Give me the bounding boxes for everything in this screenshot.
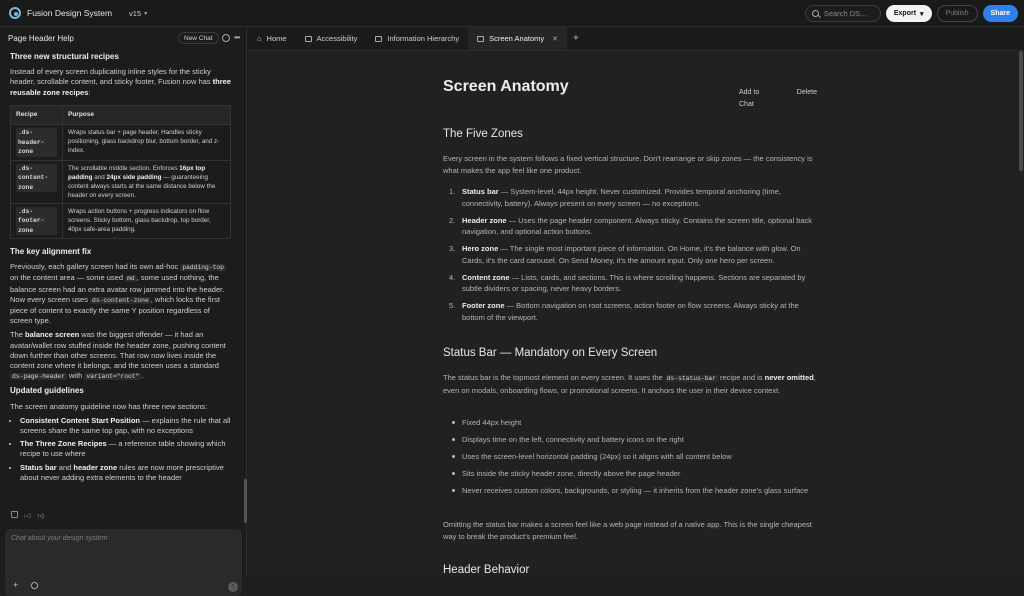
recipe-cell xyxy=(11,203,63,239)
list-number: 5. xyxy=(449,301,456,311)
purpose-cell xyxy=(63,160,231,203)
bold-text: The Three Zone Recipes xyxy=(20,439,107,449)
composer-placeholder: Chat about your design system xyxy=(11,535,108,542)
chat-composer[interactable] xyxy=(5,529,242,596)
text: and xyxy=(56,462,74,472)
inline-code: padding-top xyxy=(182,264,224,272)
tab-label: Screen Anatomy xyxy=(489,34,545,43)
bold-text: Footer zone xyxy=(462,301,505,311)
table-row xyxy=(11,125,231,161)
list-number: 1. xyxy=(449,187,456,196)
bold-text: Hero zone xyxy=(462,244,499,254)
plus-icon[interactable]: + xyxy=(13,580,19,590)
text: — System-level, 44px height. Never customized. Provides temporal anchoring (time, connectivity, battery). Always present on every screen — no exceptions. xyxy=(462,187,781,208)
text: — a reference table showing which recipe to use where xyxy=(20,439,226,459)
recipe-code: .ds-content-zone xyxy=(16,164,57,193)
text: — Lists, cards, and sections. This is where scrolling happens. Sections are separated by subtle dividers or spacing, never heavy borders. xyxy=(462,272,806,294)
export-label: Export xyxy=(893,10,917,17)
share-button[interactable] xyxy=(983,5,1018,22)
list-item xyxy=(443,272,823,295)
bold-text: Status bar xyxy=(462,187,499,196)
table-header-row xyxy=(11,105,231,124)
list-item xyxy=(20,439,233,459)
text: The status bar is the topmost element on every screen. It uses the xyxy=(443,373,665,382)
inline-code: ds-page-header xyxy=(12,373,65,381)
text: , which locks the first piece of content to exactly the same Y position regardless of screen type. xyxy=(10,294,220,326)
section-heading: The Five Zones xyxy=(443,128,523,140)
list-number: 2. xyxy=(449,215,456,225)
text: and xyxy=(92,173,107,181)
plus-icon: + xyxy=(573,33,579,44)
list-item xyxy=(443,215,823,238)
fix-heading: The key alignment fix xyxy=(10,247,92,257)
recipe-cell xyxy=(11,125,63,161)
chat-messages[interactable] xyxy=(10,50,233,502)
text: : xyxy=(88,87,91,97)
more-options-icon[interactable]: ••• xyxy=(234,33,240,42)
new-chat-button[interactable] xyxy=(178,32,219,44)
delete-button[interactable]: Delete xyxy=(796,89,817,96)
paragraph: Every screen in the system follows a fixed vertical structure. Don't rearrange or skip zones — the consistency is what makes the app feel like one product. xyxy=(443,154,813,175)
bold-text: Consistent Content Start Position xyxy=(20,415,140,425)
text: The scrollable middle section. Enforces xyxy=(68,164,180,172)
chevron-down-icon: ▾ xyxy=(920,10,924,18)
text: rules are now more prescriptive about never adding extra elements to the header xyxy=(20,462,224,482)
text: The xyxy=(10,330,26,340)
text: — guaranteeing content always starts at the same distance below the header on every screen. xyxy=(68,173,216,199)
send-icon[interactable]: ↑ xyxy=(228,582,238,592)
fix-paragraph xyxy=(10,262,233,326)
version-label: v15 xyxy=(129,8,142,18)
paragraph xyxy=(443,372,823,396)
balance-paragraph xyxy=(10,330,233,382)
thumbs-down-icon[interactable]: 👎︎ xyxy=(37,513,45,520)
home-icon: ⌂ xyxy=(257,34,262,43)
search-placeholder: Search DS... xyxy=(823,9,867,18)
publish-label: Publish xyxy=(945,10,969,17)
thumbs-up-icon[interactable]: 👍︎ xyxy=(24,513,32,520)
export-button[interactable] xyxy=(886,5,932,22)
list-item: Sits inside the sticky header zone, directly above the page header xyxy=(443,468,823,480)
column-header: Recipe xyxy=(11,105,63,124)
table-row xyxy=(11,203,231,239)
list-item: Never receives custom colors, backgrounds, or styling — it inherits from the header zone's glass surface xyxy=(443,485,823,497)
page-title: Screen Anatomy xyxy=(443,78,569,95)
text: recipe and is xyxy=(717,373,765,382)
tab-bar xyxy=(248,27,1024,51)
text: — The single most important piece of information. On Home, it's the balance with glow. On Cards, it's the card carousel. On Send Money, it's the amount input. Only one hero per screen. xyxy=(462,244,801,265)
version-selector[interactable] xyxy=(124,7,152,20)
document-scrollbar[interactable] xyxy=(1019,51,1023,171)
text: — Uses the page header component. Always sticky. Contains the screen title, optional back navigation, and optional action buttons. xyxy=(462,215,813,237)
bold-text: never omitted xyxy=(764,373,814,382)
bold-text: three reusable zone recipes xyxy=(10,77,231,97)
guidelines-heading: Updated guidelines xyxy=(10,386,84,396)
list-item: Uses the screen-level horizontal padding (24px) so it aligns with all content below xyxy=(443,451,823,463)
inline-code: ds-status-bar xyxy=(666,375,716,382)
add-to-chat-button[interactable]: Add to Chat xyxy=(739,89,760,108)
table-row xyxy=(11,160,231,203)
recipe-cell xyxy=(11,160,63,203)
text: Instead of every screen duplicating inline styles for the sticky header, scrollable content, and sticky footer, Fusion now has xyxy=(10,67,213,87)
recipes-table xyxy=(10,105,231,239)
list-item: Fixed 44px height xyxy=(443,417,823,429)
tab-label: Information Hierarchy xyxy=(387,34,460,43)
doc-actions xyxy=(733,86,823,111)
inline-code: ds-content-zone xyxy=(92,296,149,304)
list-item xyxy=(20,416,233,436)
inline-code: variant="root" xyxy=(86,373,140,381)
recipe-code: .ds-header-zone xyxy=(16,128,57,157)
text: Previously, each gallery screen had its own ad-hoc xyxy=(10,262,181,272)
app-title: Fusion Design System xyxy=(27,8,113,18)
list-number: 3. xyxy=(449,244,456,254)
text: , even on modals, onboarding flows, or promotional screens. It anchors the user in their device context. xyxy=(443,373,816,395)
bold-text: Status bar xyxy=(20,462,57,472)
chevron-down-icon: ▾ xyxy=(144,10,148,17)
message-actions xyxy=(11,511,44,520)
list-number: 4. xyxy=(449,272,456,282)
text: — Bottom navigation on root screens, action footer on flow screens. Always sticky at the bottom of the viewport. xyxy=(462,301,799,322)
recipe-code: .ds-footer-zone xyxy=(16,207,57,236)
section-heading: Status Bar — Mandatory on Every Screen xyxy=(443,347,658,359)
copy-icon[interactable] xyxy=(11,511,18,518)
chat-panel xyxy=(0,27,247,590)
doc-icon xyxy=(477,36,484,42)
tab-label: Home xyxy=(266,34,287,43)
app-logo-icon xyxy=(9,7,21,19)
purpose-cell: Wraps action buttons + progress indicators on flow screens. Sticky bottom, glass backdrop, top border, 40px safe-area padding. xyxy=(63,203,231,239)
history-icon[interactable] xyxy=(222,34,230,42)
chat-title: Page Header Help xyxy=(8,34,74,43)
text: on the content area — some used xyxy=(10,273,126,283)
bold-text: 16px top padding xyxy=(68,164,206,181)
tab-accessibility[interactable] xyxy=(296,27,367,50)
doc-icon xyxy=(305,36,312,42)
search-icon xyxy=(812,10,819,17)
add-tab-button[interactable] xyxy=(567,27,585,50)
recipes-heading: Three new structural recipes xyxy=(10,52,119,61)
bold-text: balance screen xyxy=(25,330,80,340)
tab-screen-anatomy[interactable] xyxy=(468,27,567,50)
text: — explains the rule that all screens share the same top gap, with no exceptions xyxy=(20,415,231,436)
text: . xyxy=(141,371,144,381)
share-label: Share xyxy=(990,10,1010,17)
search-input[interactable] xyxy=(805,5,881,22)
paragraph: Omitting the status bar makes a screen feel like a web page instead of a native app. This is the single cheapest way to break the product's premium feel. xyxy=(443,520,812,541)
guidelines-list xyxy=(10,416,233,483)
list-item: Displays time on the left, connectivity and battery icons on the right xyxy=(443,434,823,446)
tab-information-hierarchy[interactable] xyxy=(366,27,468,50)
bold-text: header zone xyxy=(73,462,118,472)
text: was the biggest offender — it had an avatar/wallet row stuffed inside the header zone, pushing content down further than other screens. That row now lives inside the content zone where it belongs, and the screen uses a standard xyxy=(10,330,226,371)
new-chat-label: New Chat xyxy=(184,34,213,42)
column-header: Purpose xyxy=(63,105,231,124)
doc-icon xyxy=(375,36,382,42)
section-heading: Header Behavior xyxy=(443,564,530,576)
guidelines-paragraph: The screen anatomy guideline now has three new sections: xyxy=(10,401,208,411)
document-view[interactable] xyxy=(248,51,1024,576)
tab-home[interactable] xyxy=(248,27,296,50)
inline-code: md xyxy=(127,275,135,283)
text: with xyxy=(66,371,85,381)
text: , some used nothing, the balance screen had an extra avatar row jammed into the header. Now every screen uses xyxy=(10,273,225,304)
recipes-paragraph xyxy=(10,67,233,98)
list-item xyxy=(443,300,823,323)
bold-text: Header zone xyxy=(462,215,507,225)
publish-button[interactable] xyxy=(937,5,978,22)
status-bar-list xyxy=(443,417,823,502)
list-item xyxy=(20,463,233,483)
tab-label: Accessibility xyxy=(316,34,358,43)
list-item xyxy=(443,186,823,209)
zones-list xyxy=(443,186,823,329)
chat-scrollbar[interactable] xyxy=(244,479,247,523)
chat-header xyxy=(0,27,246,50)
bold-text: 24px side padding xyxy=(106,173,162,181)
attach-icon[interactable] xyxy=(30,581,40,591)
purpose-cell: Wraps status bar + page header. Handles sticky positioning, glass backdrop blur, bottom border, and z-index. xyxy=(63,125,231,161)
bold-text: Content zone xyxy=(462,272,510,282)
close-icon[interactable]: ✕ xyxy=(552,35,558,43)
list-item xyxy=(443,243,823,266)
top-bar xyxy=(0,0,1024,27)
